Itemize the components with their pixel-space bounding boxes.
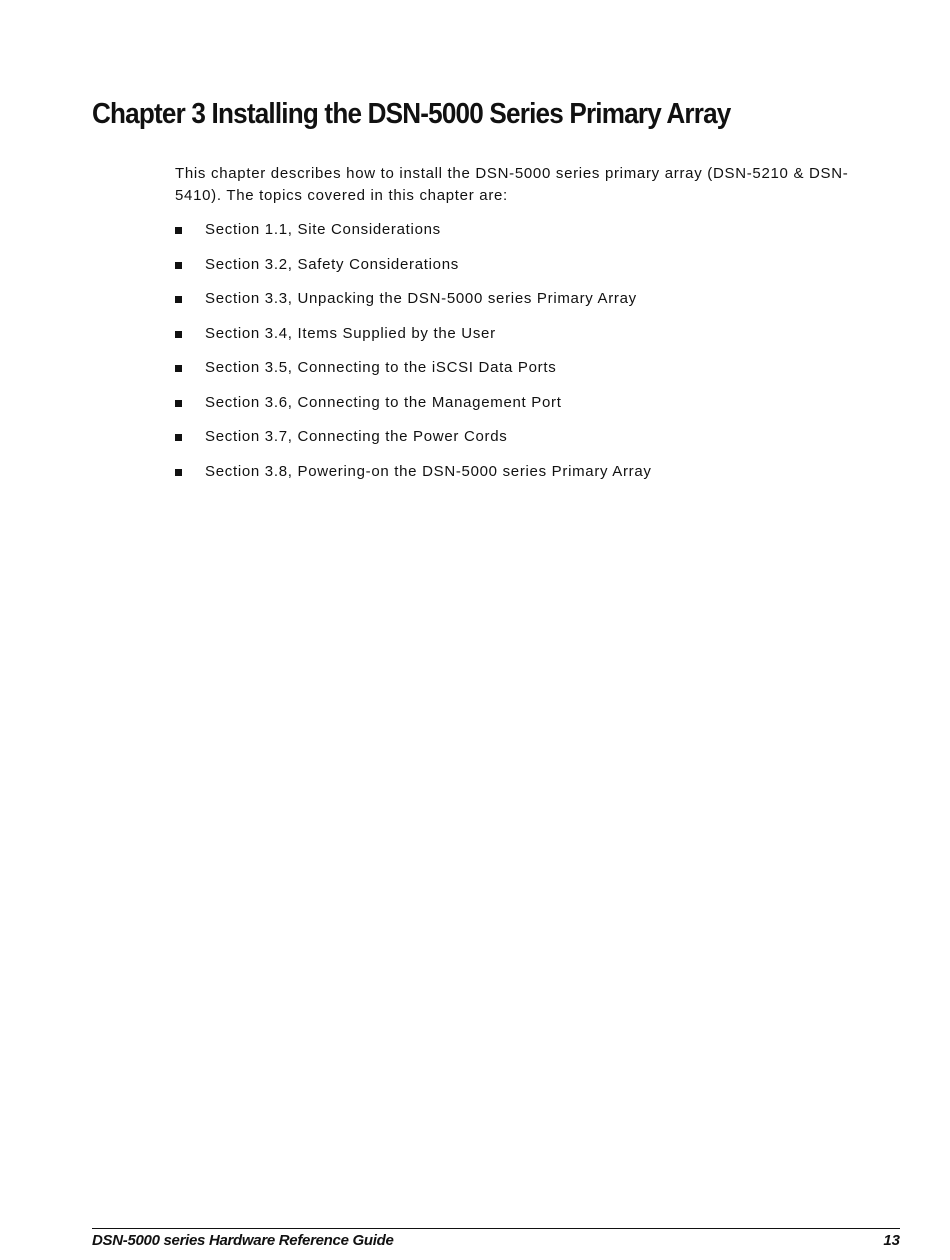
chapter-intro: This chapter describes how to install the DSN-5000 series primary array (DSN-5210 & DSN-5410). The topics covered in this chapter are: xyxy=(175,165,849,204)
square-bullet-icon xyxy=(175,434,182,441)
square-bullet-icon xyxy=(175,227,182,234)
square-bullet-icon xyxy=(175,469,182,476)
topic-label: Section 3.7, Connecting the Power Cords xyxy=(205,428,508,445)
footer-divider xyxy=(92,1228,900,1229)
topic-label: Section 3.6, Connecting to the Management Port xyxy=(205,393,562,411)
square-bullet-icon xyxy=(175,400,182,407)
square-bullet-icon xyxy=(175,365,182,372)
topic-label: Section 1.1, Site Considerations xyxy=(205,221,441,238)
topic-label: Section 3.5, Connecting to the iSCSI Data Ports xyxy=(205,359,557,376)
topic-label: Section 3.3, Unpacking the DSN-5000 series Primary Array xyxy=(205,290,637,307)
topic-label: Section 3.4, Items Supplied by the User xyxy=(205,324,496,342)
footer-guide-title: DSN-5000 series Hardware Reference Guide xyxy=(92,1232,394,1249)
topic-label: Section 3.2, Safety Considerations xyxy=(205,255,459,273)
square-bullet-icon xyxy=(175,262,182,269)
square-bullet-icon xyxy=(175,296,182,303)
chapter-title: Chapter 3 Installing the DSN-5000 Series Primary Array xyxy=(92,98,731,130)
topic-label: Section 3.8, Powering-on the DSN-5000 series Primary Array xyxy=(205,462,652,480)
page-number: 13 xyxy=(883,1232,900,1249)
square-bullet-icon xyxy=(175,331,182,338)
